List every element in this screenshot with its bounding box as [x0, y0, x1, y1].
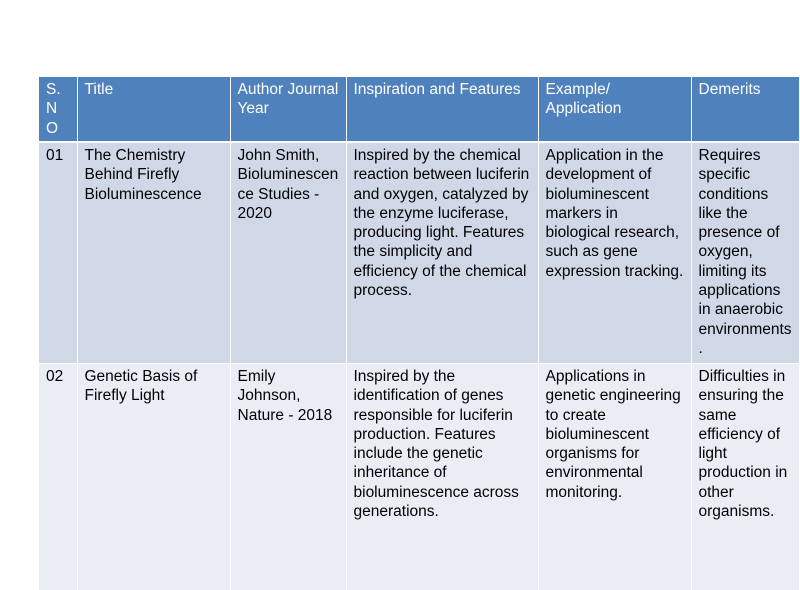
cell-title: The Chemistry Behind Firefly Bioluminescence [77, 142, 230, 364]
header-demerits: Demerits [691, 77, 799, 142]
header-title: Title [77, 77, 230, 142]
cell-author: John Smith, Bioluminescence Studies - 2020 [230, 142, 346, 364]
literature-table [39, 77, 800, 590]
cell-demerits: Requires specific conditions like the presence of oxygen, limiting its applications in anaerobic environments. [691, 142, 799, 364]
cell-demerits: Difficulties in ensuring the same efficiency of light production in other organisms. [691, 364, 799, 590]
header-inspiration: Inspiration and Features [346, 77, 538, 142]
header-application: Example/ Application [538, 77, 691, 142]
cell-sno: 02 [39, 364, 77, 590]
header-sno: S. N O [39, 77, 77, 142]
table-row [39, 364, 799, 590]
cell-inspiration: Inspired by the chemical reaction between luciferin and oxygen, catalyzed by the enzyme luciferase, producing light. Features the simplicity and efficiency of the chemical process. [346, 142, 538, 364]
header-author: Author Journal Year [230, 77, 346, 142]
cell-sno: 01 [39, 142, 77, 364]
cell-author: Emily Johnson, Nature - 2018 [230, 364, 346, 590]
cell-title: Genetic Basis of Firefly Light [77, 364, 230, 590]
cell-application: Applications in genetic engineering to create bioluminescent organisms for environmental monitoring. [538, 364, 691, 590]
header-row [39, 77, 799, 142]
cell-application: Application in the development of bioluminescent markers in biological research, such as gene expression tracking. [538, 142, 691, 364]
cell-inspiration: Inspired by the identification of genes responsible for luciferin production. Features include the genetic inheritance of bioluminescence across generations. [346, 364, 538, 590]
table-row [39, 142, 799, 364]
